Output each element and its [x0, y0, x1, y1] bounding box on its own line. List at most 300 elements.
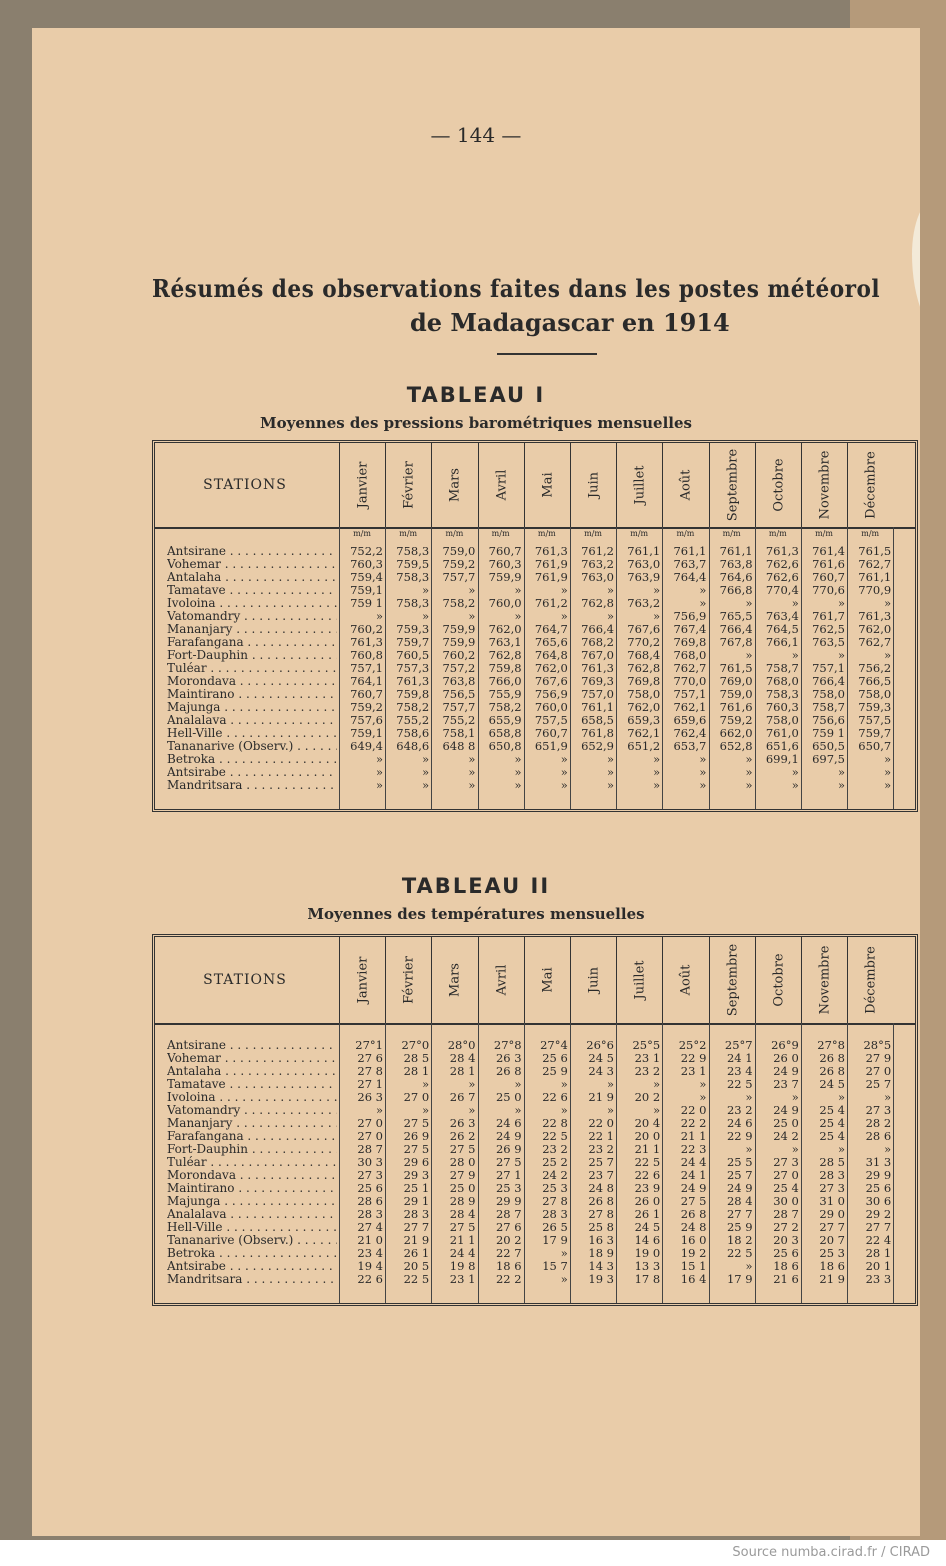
unit-label: m/m: [399, 529, 418, 538]
cell-value: 20 2: [495, 1233, 522, 1247]
cell-value: 30 0: [773, 1194, 799, 1208]
table-row: [155, 1156, 915, 1169]
cell-value: 28 4: [726, 1194, 753, 1208]
cell-value: 26 3: [449, 1116, 476, 1130]
cell-value: 759,3: [858, 700, 892, 714]
cell-value: »: [653, 778, 661, 792]
month-header-8: [709, 443, 756, 527]
table-row: [155, 1182, 915, 1195]
cell-value: 651,9: [534, 739, 568, 753]
cell-value: 22 7: [495, 1246, 522, 1260]
cell-value: 28 4: [449, 1207, 476, 1221]
cell-value: 24 8: [680, 1220, 707, 1234]
paper-tear: [912, 198, 920, 338]
cell-value: 27 0: [403, 1090, 430, 1104]
cell-value: »: [606, 609, 614, 623]
cell-value: 757,5: [534, 713, 568, 727]
cell-value: 24 4: [449, 1246, 476, 1260]
cell-value: 760,7: [812, 570, 845, 584]
cell-value: 758,6: [396, 726, 430, 740]
cell-value: »: [560, 609, 568, 623]
cell-value: »: [514, 609, 522, 623]
cell-value: 26 0: [773, 1051, 799, 1065]
cell-value: 23 9: [634, 1181, 661, 1195]
cell-value: 761,6: [719, 700, 753, 714]
cell-value: 27 8: [588, 1207, 614, 1221]
cell-value: 25 7: [726, 1168, 753, 1182]
cell-value: 15 1: [680, 1259, 707, 1273]
station-name: Antsirabe . . .: [167, 1260, 337, 1273]
cell-value: 25°7: [724, 1038, 753, 1052]
cell-value: 24 4: [680, 1155, 707, 1169]
cell-value: 25 4: [819, 1103, 845, 1117]
cell-value: »: [653, 583, 661, 597]
station-name: Morondava . . .: [167, 675, 337, 688]
cell-value: 19 4: [357, 1259, 383, 1273]
cell-value: 28 5: [403, 1051, 430, 1065]
cell-value: 31 0: [819, 1194, 845, 1208]
cell-value: »: [791, 1142, 799, 1156]
cell-value: 759 1: [812, 726, 845, 740]
cell-value: »: [468, 765, 476, 779]
station-name: Vohemar . . .: [167, 558, 337, 571]
cell-value: 25 0: [773, 1116, 799, 1130]
cell-value: 24 5: [634, 1220, 661, 1234]
cell-value: 22 3: [680, 1142, 707, 1156]
month-label: Février: [401, 956, 417, 1004]
cell-value: 17 9: [542, 1233, 568, 1247]
cell-value: »: [422, 778, 430, 792]
table-row: [155, 1052, 915, 1065]
cell-value: 16 0: [680, 1233, 707, 1247]
cell-value: 21 1: [680, 1129, 707, 1143]
cell-value: 27 6: [495, 1220, 522, 1234]
cell-value: 770,0: [673, 674, 707, 688]
month-header-7: [662, 937, 709, 1023]
cell-value: 761,3: [581, 661, 614, 675]
cell-value: »: [699, 1090, 707, 1104]
cell-value: 763,0: [581, 570, 614, 584]
cell-value: 28 7: [773, 1207, 799, 1221]
cell-value: 758,3: [765, 687, 799, 701]
cell-value: 760,8: [350, 648, 383, 662]
station-name: Tananarive (Observ.) . . .: [167, 740, 337, 753]
cell-value: 759,0: [442, 544, 476, 558]
cell-value: 18 6: [495, 1259, 522, 1273]
cell-value: 24 5: [588, 1051, 614, 1065]
cell-value: 26 3: [357, 1090, 383, 1104]
cell-value: »: [791, 1090, 799, 1104]
cell-value: 24 3: [588, 1064, 614, 1078]
cell-value: 658,8: [488, 726, 522, 740]
cell-value: 20 2: [634, 1090, 661, 1104]
station-name: Maintirano . . .: [167, 688, 337, 701]
cell-value: 26 7: [449, 1090, 476, 1104]
cell-value: 29 6: [403, 1155, 430, 1169]
cell-value: 25 3: [819, 1246, 845, 1260]
cell-value: 759 1: [350, 596, 383, 610]
month-label: Juillet: [632, 465, 648, 505]
cell-value: 27 3: [357, 1168, 383, 1182]
cell-value: 27 7: [726, 1207, 753, 1221]
cell-value: 762,8: [627, 661, 661, 675]
cell-value: 26 9: [403, 1129, 430, 1143]
station-name: Mandritsara . . .: [167, 779, 337, 792]
month-header-0: [339, 443, 386, 527]
cell-value: 26°9: [771, 1038, 799, 1052]
cell-value: 23 4: [357, 1246, 383, 1260]
cell-value: 759,0: [719, 687, 753, 701]
cell-value: 21 9: [819, 1272, 845, 1286]
cell-value: 27 5: [495, 1155, 522, 1169]
cell-value: 25 4: [773, 1181, 799, 1195]
unit-label: m/m: [353, 529, 371, 538]
cell-value: »: [514, 765, 522, 779]
cell-value: 29 9: [495, 1194, 522, 1208]
station-name: Hell-Ville . . .: [167, 727, 337, 740]
cell-value: »: [745, 596, 753, 610]
month-label: Avril: [494, 469, 510, 501]
cell-value: 28 7: [495, 1207, 522, 1221]
cell-value: 24 9: [680, 1181, 707, 1195]
cell-value: 762,5: [812, 622, 845, 636]
cell-value: 761,3: [396, 674, 430, 688]
cell-value: 13 3: [634, 1259, 661, 1273]
cell-value: 757,3: [396, 661, 430, 675]
cell-value: »: [468, 583, 476, 597]
cell-value: 24 6: [726, 1116, 753, 1130]
cell-value: »: [375, 1103, 383, 1117]
cell-value: 759,1: [350, 726, 383, 740]
cell-value: »: [560, 778, 568, 792]
cell-value: 758,1: [442, 726, 476, 740]
cell-value: 27 2: [773, 1220, 799, 1234]
station-name: Fort-Dauphin . . .: [167, 1143, 337, 1156]
cell-value: 27 5: [449, 1220, 476, 1234]
cell-value: 763,2: [627, 596, 661, 610]
table-header: [155, 937, 915, 1025]
cell-value: 27 9: [449, 1168, 476, 1182]
cell-value: 15 7: [542, 1259, 568, 1273]
cell-value: 28°5: [863, 1038, 892, 1052]
cell-value: 761,4: [812, 544, 845, 558]
month-label: Décembre: [863, 946, 879, 1014]
cell-value: 761,8: [581, 726, 614, 740]
cell-value: 761,1: [719, 544, 753, 558]
month-label: Novembre: [817, 945, 833, 1015]
cell-value: 23 2: [726, 1103, 753, 1117]
cell-value: 23 2: [588, 1142, 614, 1156]
cell-value: 762,6: [765, 557, 799, 571]
table-row: [155, 766, 915, 779]
cell-value: 25 5: [726, 1155, 753, 1169]
cell-value: 19 2: [680, 1246, 707, 1260]
cell-value: 760,7: [534, 726, 568, 740]
month-header-10: [801, 443, 848, 527]
unit-label: m/m: [768, 529, 787, 538]
table-row: [155, 1117, 915, 1130]
cell-value: 764,8: [534, 648, 568, 662]
cell-value: 24 1: [726, 1051, 753, 1065]
cell-value: 756,9: [673, 609, 707, 623]
cell-value: 17 9: [726, 1272, 753, 1286]
page-number: — 144 —: [430, 123, 522, 147]
cell-value: 22 5: [726, 1246, 753, 1260]
cell-value: 27 5: [449, 1142, 476, 1156]
unit-label: m/m: [445, 529, 464, 538]
cell-value: 24 6: [495, 1116, 522, 1130]
cell-value: 22 2: [495, 1272, 522, 1286]
cell-value: 762,8: [488, 648, 522, 662]
cell-value: 764,4: [673, 570, 707, 584]
cell-value: 766,8: [719, 583, 753, 597]
cell-value: 22 5: [542, 1129, 568, 1143]
cell-value: 763,8: [442, 674, 476, 688]
cell-value: 25 9: [542, 1064, 568, 1078]
cell-value: 28 9: [449, 1194, 476, 1208]
unit-label: m/m: [584, 529, 602, 538]
document-page: [32, 28, 920, 1536]
cell-value: 757,1: [812, 661, 845, 675]
cell-value: 20 3: [773, 1233, 799, 1247]
cell-value: 27 7: [403, 1220, 430, 1234]
cell-value: 28 3: [542, 1207, 568, 1221]
cell-value: »: [837, 778, 845, 792]
cell-value: 762,4: [673, 726, 707, 740]
cell-value: 27 4: [357, 1220, 383, 1234]
cell-value: 759,3: [396, 622, 430, 636]
cell-value: 25 7: [588, 1155, 614, 1169]
cell-value: 24 1: [680, 1168, 707, 1182]
cell-value: »: [653, 609, 661, 623]
cell-value: 28 4: [449, 1051, 476, 1065]
month-header-7: [662, 443, 709, 527]
cell-value: 24 9: [495, 1129, 522, 1143]
cell-value: »: [375, 778, 383, 792]
cell-value: 655,9: [488, 713, 522, 727]
cell-value: »: [560, 583, 568, 597]
cell-value: »: [837, 596, 845, 610]
cell-value: 757,6: [350, 713, 383, 727]
cell-value: 760,2: [350, 622, 383, 636]
cell-value: 758,3: [396, 544, 430, 558]
cell-value: 769,8: [673, 635, 707, 649]
month-header-4: [524, 937, 571, 1023]
cell-value: 28 2: [865, 1116, 892, 1130]
cell-value: 26 1: [403, 1246, 430, 1260]
month-label: Octobre: [771, 953, 787, 1007]
table-row: [155, 1143, 915, 1156]
month-header-6: [616, 937, 663, 1023]
cell-value: 27 6: [357, 1051, 383, 1065]
cell-value: 28 1: [403, 1064, 430, 1078]
cell-value: »: [422, 1103, 430, 1117]
cell-value: 762,0: [534, 661, 568, 675]
station-name: Antsirane . . .: [167, 1039, 337, 1052]
cell-value: 756,2: [858, 661, 892, 675]
cell-value: »: [745, 1090, 753, 1104]
cell-value: »: [468, 609, 476, 623]
cell-value: 763,0: [627, 557, 661, 571]
cell-value: 19 0: [634, 1246, 661, 1260]
cell-value: 766,0: [488, 674, 522, 688]
cell-value: 758,3: [396, 570, 430, 584]
cell-value: 763,7: [673, 557, 707, 571]
month-header-11: [847, 443, 894, 527]
cell-value: 760,7: [488, 544, 522, 558]
month-header-5: [570, 937, 617, 1023]
month-header-5: [570, 443, 617, 527]
cell-value: 16 3: [588, 1233, 614, 1247]
cell-value: 26 8: [495, 1064, 522, 1078]
table-row: [155, 1260, 915, 1273]
cell-value: 14 3: [588, 1259, 614, 1273]
cell-value: »: [745, 1142, 753, 1156]
cell-value: 28 6: [865, 1129, 892, 1143]
cell-value: 769,0: [719, 674, 753, 688]
table1-subtitle: Moyennes des pressions barométriques mensuelles: [260, 414, 692, 432]
cell-value: 19 8: [449, 1259, 476, 1273]
cell-value: 31 3: [865, 1155, 892, 1169]
cell-value: 761,3: [350, 635, 383, 649]
cell-value: »: [606, 765, 614, 779]
cell-value: 26 9: [495, 1142, 522, 1156]
cell-value: 27 0: [865, 1064, 892, 1078]
cell-value: 762,7: [858, 557, 892, 571]
cell-value: 27°8: [493, 1038, 522, 1052]
cell-value: 26 5: [542, 1220, 568, 1234]
cell-value: 27 3: [773, 1155, 799, 1169]
table-row: [155, 1273, 915, 1286]
cell-value: »: [560, 1246, 568, 1260]
cell-value: »: [422, 1077, 430, 1091]
cell-value: »: [422, 765, 430, 779]
table-row: [155, 753, 915, 766]
month-label: Mars: [447, 468, 463, 502]
cell-value: 23 4: [726, 1064, 753, 1078]
cell-value: 26 3: [495, 1051, 522, 1065]
cell-value: 767,0: [581, 648, 614, 662]
cell-value: 27°8: [817, 1038, 845, 1052]
month-header-1: [385, 443, 432, 527]
cell-value: 25 6: [865, 1181, 892, 1195]
cell-value: 22 6: [357, 1272, 383, 1286]
cell-value: 18 2: [726, 1233, 753, 1247]
cell-value: 23 7: [773, 1077, 799, 1091]
cell-value: 697,5: [812, 752, 845, 766]
cell-value: 761,3: [858, 609, 892, 623]
cell-value: 21 1: [449, 1233, 476, 1247]
cell-value: 28 3: [819, 1168, 845, 1182]
cell-value: 761,1: [673, 544, 707, 558]
cell-value: 28 1: [449, 1064, 476, 1078]
cell-value: 761,2: [534, 596, 568, 610]
document-title-line1: Résumés des observations faites dans les postes météorol: [152, 274, 881, 303]
cell-value: »: [606, 752, 614, 766]
month-header-8: [709, 937, 756, 1023]
cell-value: 757,1: [350, 661, 383, 675]
cell-value: 758,2: [396, 700, 430, 714]
unit-label: m/m: [630, 529, 649, 538]
cell-value: 27 3: [819, 1181, 845, 1195]
cell-value: 25 0: [449, 1181, 476, 1195]
cell-value: 758,0: [858, 687, 892, 701]
station-name: Tananarive (Observ.) . . .: [167, 1234, 337, 1247]
cell-value: 29 9: [865, 1168, 892, 1182]
cell-value: 759,1: [350, 583, 383, 597]
cell-value: 761,3: [534, 544, 568, 558]
cell-value: 21 1: [634, 1142, 661, 1156]
cell-value: 759,2: [719, 713, 753, 727]
table-row: [155, 1091, 915, 1104]
cell-value: 759,9: [488, 570, 522, 584]
month-label: Juin: [586, 966, 602, 994]
cell-value: 25 6: [542, 1051, 568, 1065]
cell-value: »: [606, 778, 614, 792]
cell-value: 28 5: [819, 1155, 845, 1169]
cell-value: 770,9: [858, 583, 892, 597]
cell-value: 758,0: [812, 687, 845, 701]
cell-value: »: [699, 752, 707, 766]
cell-value: 760,7: [350, 687, 383, 701]
table-row: [155, 1195, 915, 1208]
unit-label: m/m: [861, 529, 880, 538]
station-name: Ivoloina . . .: [167, 597, 337, 610]
cell-value: 652,9: [581, 739, 614, 753]
cell-value: 758,7: [765, 661, 799, 675]
cell-value: 662,0: [719, 726, 753, 740]
cell-value: 26 8: [819, 1051, 845, 1065]
unit-label: m/m: [537, 529, 556, 538]
cell-value: 760,3: [765, 700, 799, 714]
cell-value: 23 3: [865, 1272, 892, 1286]
table-row: [155, 1039, 915, 1052]
cell-value: 649,4: [350, 739, 383, 753]
cell-value: 25°2: [678, 1038, 707, 1052]
cell-value: 767,4: [673, 622, 707, 636]
cell-value: »: [884, 778, 892, 792]
cell-value: »: [884, 1142, 892, 1156]
month-label: Octobre: [771, 458, 787, 512]
station-name: Tamatave . . .: [167, 584, 337, 597]
station-name: Vatomandry . . .: [167, 610, 337, 623]
station-name: Analalava . . .: [167, 714, 337, 727]
cell-value: 759,2: [350, 700, 383, 714]
cell-value: 699,1: [765, 752, 799, 766]
cell-value: 16 4: [680, 1272, 707, 1286]
cell-value: »: [560, 1272, 568, 1286]
cell-value: 20 1: [865, 1259, 892, 1273]
month-header-9: [755, 443, 802, 527]
cell-value: 763,8: [719, 557, 753, 571]
cell-value: »: [745, 765, 753, 779]
cell-value: »: [791, 648, 799, 662]
cell-value: 29 3: [403, 1168, 430, 1182]
cell-value: »: [514, 1103, 522, 1117]
month-label: Août: [678, 469, 694, 501]
cell-value: 761,9: [534, 557, 568, 571]
cell-value: 23 2: [634, 1064, 661, 1078]
cell-value: 760,3: [350, 557, 383, 571]
cell-value: 757,7: [442, 700, 476, 714]
table-row: [155, 1065, 915, 1078]
cell-value: 761,3: [765, 544, 799, 558]
station-name: Betroka . . .: [167, 753, 337, 766]
cell-value: 755,2: [396, 713, 430, 727]
table-row: [155, 779, 915, 792]
cell-value: 652,8: [719, 739, 753, 753]
cell-value: 762,0: [627, 700, 661, 714]
